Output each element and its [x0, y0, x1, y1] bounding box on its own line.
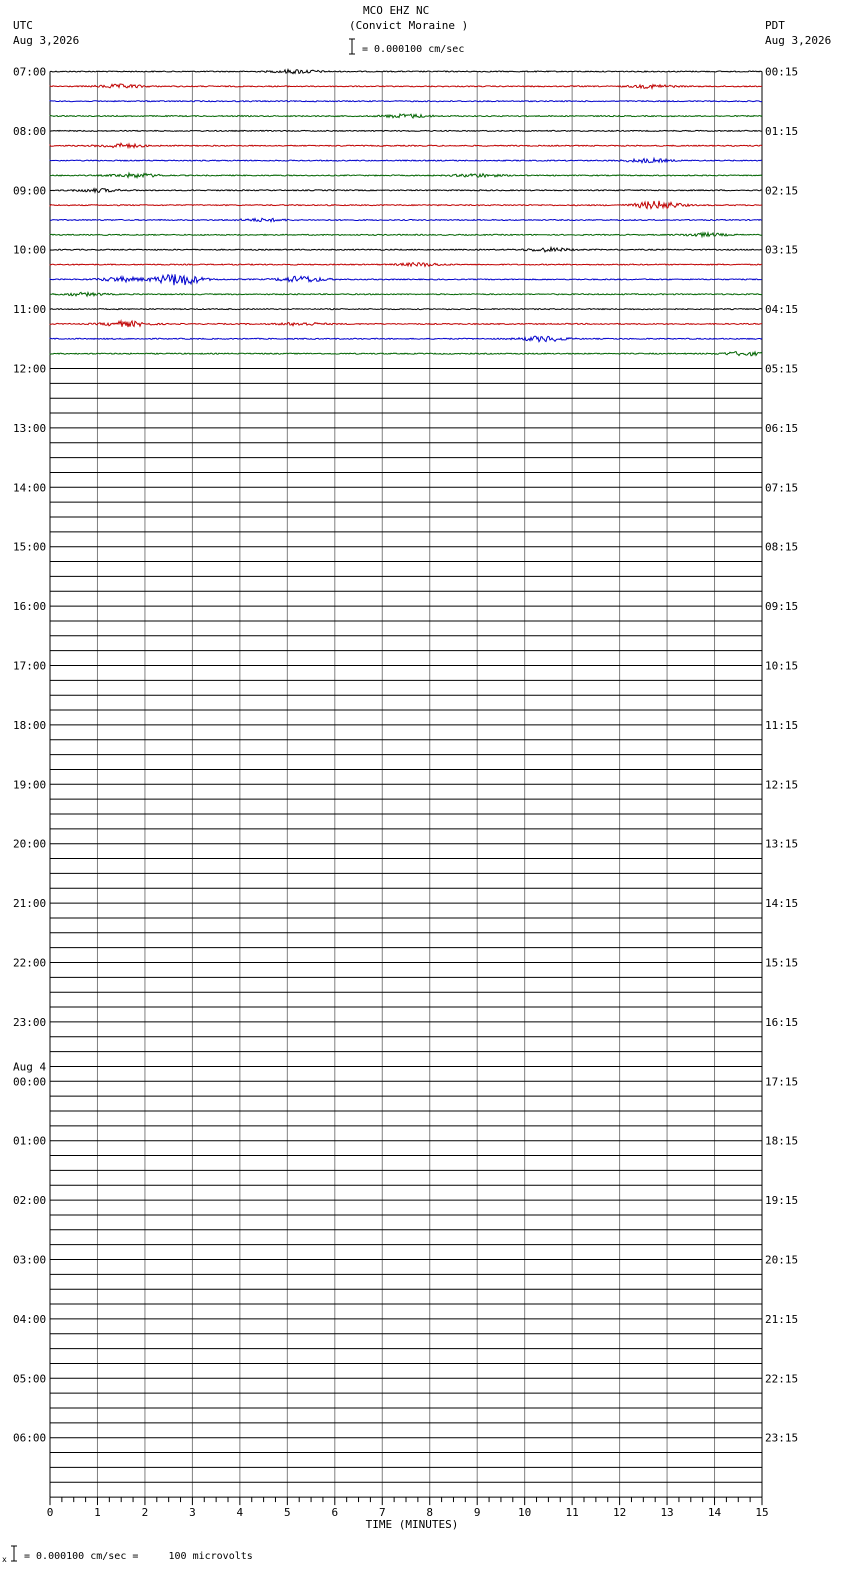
- x-tick-label: 14: [707, 1506, 722, 1520]
- left-date: Aug 3,2026: [13, 34, 80, 47]
- svg-text:x: x: [2, 1555, 7, 1564]
- left-hour-label: 14:00: [13, 481, 47, 495]
- left-hour-label: 18:00: [13, 718, 47, 732]
- right-hour-label: 05:15: [765, 362, 799, 376]
- x-tick-label: 8: [426, 1506, 434, 1520]
- x-tick-label: 15: [755, 1506, 769, 1520]
- left-hour-label: 12:00: [13, 362, 47, 376]
- x-tick-label: 7: [378, 1506, 386, 1520]
- right-hour-label: 11:15: [765, 718, 799, 732]
- date-change-label: Aug 4: [13, 1060, 47, 1074]
- trace-row: [50, 143, 762, 147]
- x-axis-label: TIME (MINUTES): [365, 1518, 459, 1532]
- left-hour-label: 17:00: [13, 659, 47, 673]
- left-hour-label: 10:00: [13, 243, 47, 257]
- right-timezone: PDT: [765, 19, 785, 32]
- trace-row: [50, 321, 762, 327]
- right-hour-label: 08:15: [765, 540, 799, 554]
- trace-row: [50, 130, 762, 131]
- x-tick-label: 5: [284, 1506, 291, 1520]
- trace-row: [50, 309, 762, 310]
- right-date: Aug 3,2026: [765, 34, 832, 47]
- x-tick-label: 1: [94, 1506, 101, 1520]
- right-hour-label: 18:15: [765, 1134, 799, 1148]
- trace-row: [50, 84, 762, 88]
- station-title: MCO EHZ NC: [363, 4, 430, 17]
- right-hour-label: 10:15: [765, 659, 799, 673]
- left-hour-label: 13:00: [13, 421, 47, 435]
- left-hour-label: 23:00: [13, 1015, 47, 1029]
- right-hour-label: 01:15: [765, 124, 799, 138]
- right-hour-label: 12:15: [765, 778, 799, 792]
- x-tick-label: 9: [473, 1506, 481, 1520]
- trace-row: [50, 292, 762, 296]
- right-hour-label: 23:15: [765, 1431, 799, 1445]
- trace-row: [50, 336, 762, 342]
- trace-row: [50, 189, 762, 193]
- right-hour-label: 21:15: [765, 1312, 799, 1326]
- right-hour-label: 09:15: [765, 600, 799, 614]
- trace-row: [50, 201, 762, 209]
- trace-row: [50, 70, 762, 74]
- right-hour-label: 02:15: [765, 184, 799, 198]
- left-hour-label: 11:00: [13, 303, 47, 317]
- left-hour-label: 16:00: [13, 600, 47, 614]
- x-tick-label: 4: [236, 1506, 244, 1520]
- trace-row: [50, 218, 762, 221]
- left-hour-label: 09:00: [13, 184, 47, 198]
- left-hour-label: 19:00: [13, 778, 47, 792]
- right-hour-label: 06:15: [765, 421, 799, 435]
- trace-row: [50, 101, 762, 102]
- right-hour-label: 03:15: [765, 243, 799, 257]
- left-hour-label: 07:00: [13, 65, 47, 79]
- left-hour-label: 01:00: [13, 1134, 47, 1148]
- right-hour-label: 07:15: [765, 481, 799, 495]
- trace-row: [50, 274, 762, 285]
- trace-row: [50, 158, 762, 162]
- right-hour-label: 16:15: [765, 1015, 799, 1029]
- x-tick-label: 6: [331, 1506, 339, 1520]
- right-hour-label: 17:15: [765, 1075, 799, 1089]
- calibration-label: = 0.000100 cm/sec = 100 microvolts: [24, 1551, 253, 1562]
- left-hour-label: 08:00: [13, 124, 47, 138]
- left-hour-label: 06:00: [13, 1431, 47, 1445]
- left-hour-label: 02:00: [13, 1194, 47, 1208]
- calibration-bar-icon: [2, 1544, 20, 1564]
- trace-row: [50, 263, 762, 267]
- left-hour-label: 05:00: [13, 1372, 47, 1386]
- trace-row: [50, 173, 762, 178]
- left-hour-label: 22:00: [13, 956, 47, 970]
- x-tick-label: 11: [565, 1506, 579, 1520]
- left-hour-label: 03:00: [13, 1253, 47, 1267]
- x-tick-label: 2: [141, 1506, 149, 1520]
- left-hour-label: 04:00: [13, 1312, 47, 1326]
- right-hour-label: 00:15: [765, 65, 799, 79]
- right-hour-label: 15:15: [765, 956, 799, 970]
- station-location: (Convict Moraine ): [349, 19, 469, 32]
- right-hour-label: 19:15: [765, 1194, 799, 1208]
- trace-row: [50, 248, 762, 252]
- x-tick-label: 13: [660, 1506, 674, 1520]
- x-tick-label: 3: [189, 1506, 196, 1520]
- x-tick-label: 0: [46, 1506, 54, 1520]
- left-hour-label: 00:00: [13, 1075, 47, 1089]
- trace-row: [50, 114, 762, 118]
- trace-row: [50, 352, 762, 356]
- right-hour-label: 20:15: [765, 1253, 799, 1267]
- x-tick-label: 10: [518, 1506, 532, 1520]
- left-hour-label: 20:00: [13, 837, 47, 851]
- trace-row: [50, 233, 762, 237]
- left-timezone: UTC: [13, 19, 33, 32]
- right-hour-label: 14:15: [765, 897, 799, 911]
- scale-label: = 0.000100 cm/sec: [362, 44, 465, 55]
- x-tick-label: 12: [612, 1506, 627, 1520]
- right-hour-label: 04:15: [765, 303, 799, 317]
- right-hour-label: 22:15: [765, 1372, 799, 1386]
- left-hour-label: 15:00: [13, 540, 47, 554]
- left-hour-label: 21:00: [13, 897, 47, 911]
- right-hour-label: 13:15: [765, 837, 799, 851]
